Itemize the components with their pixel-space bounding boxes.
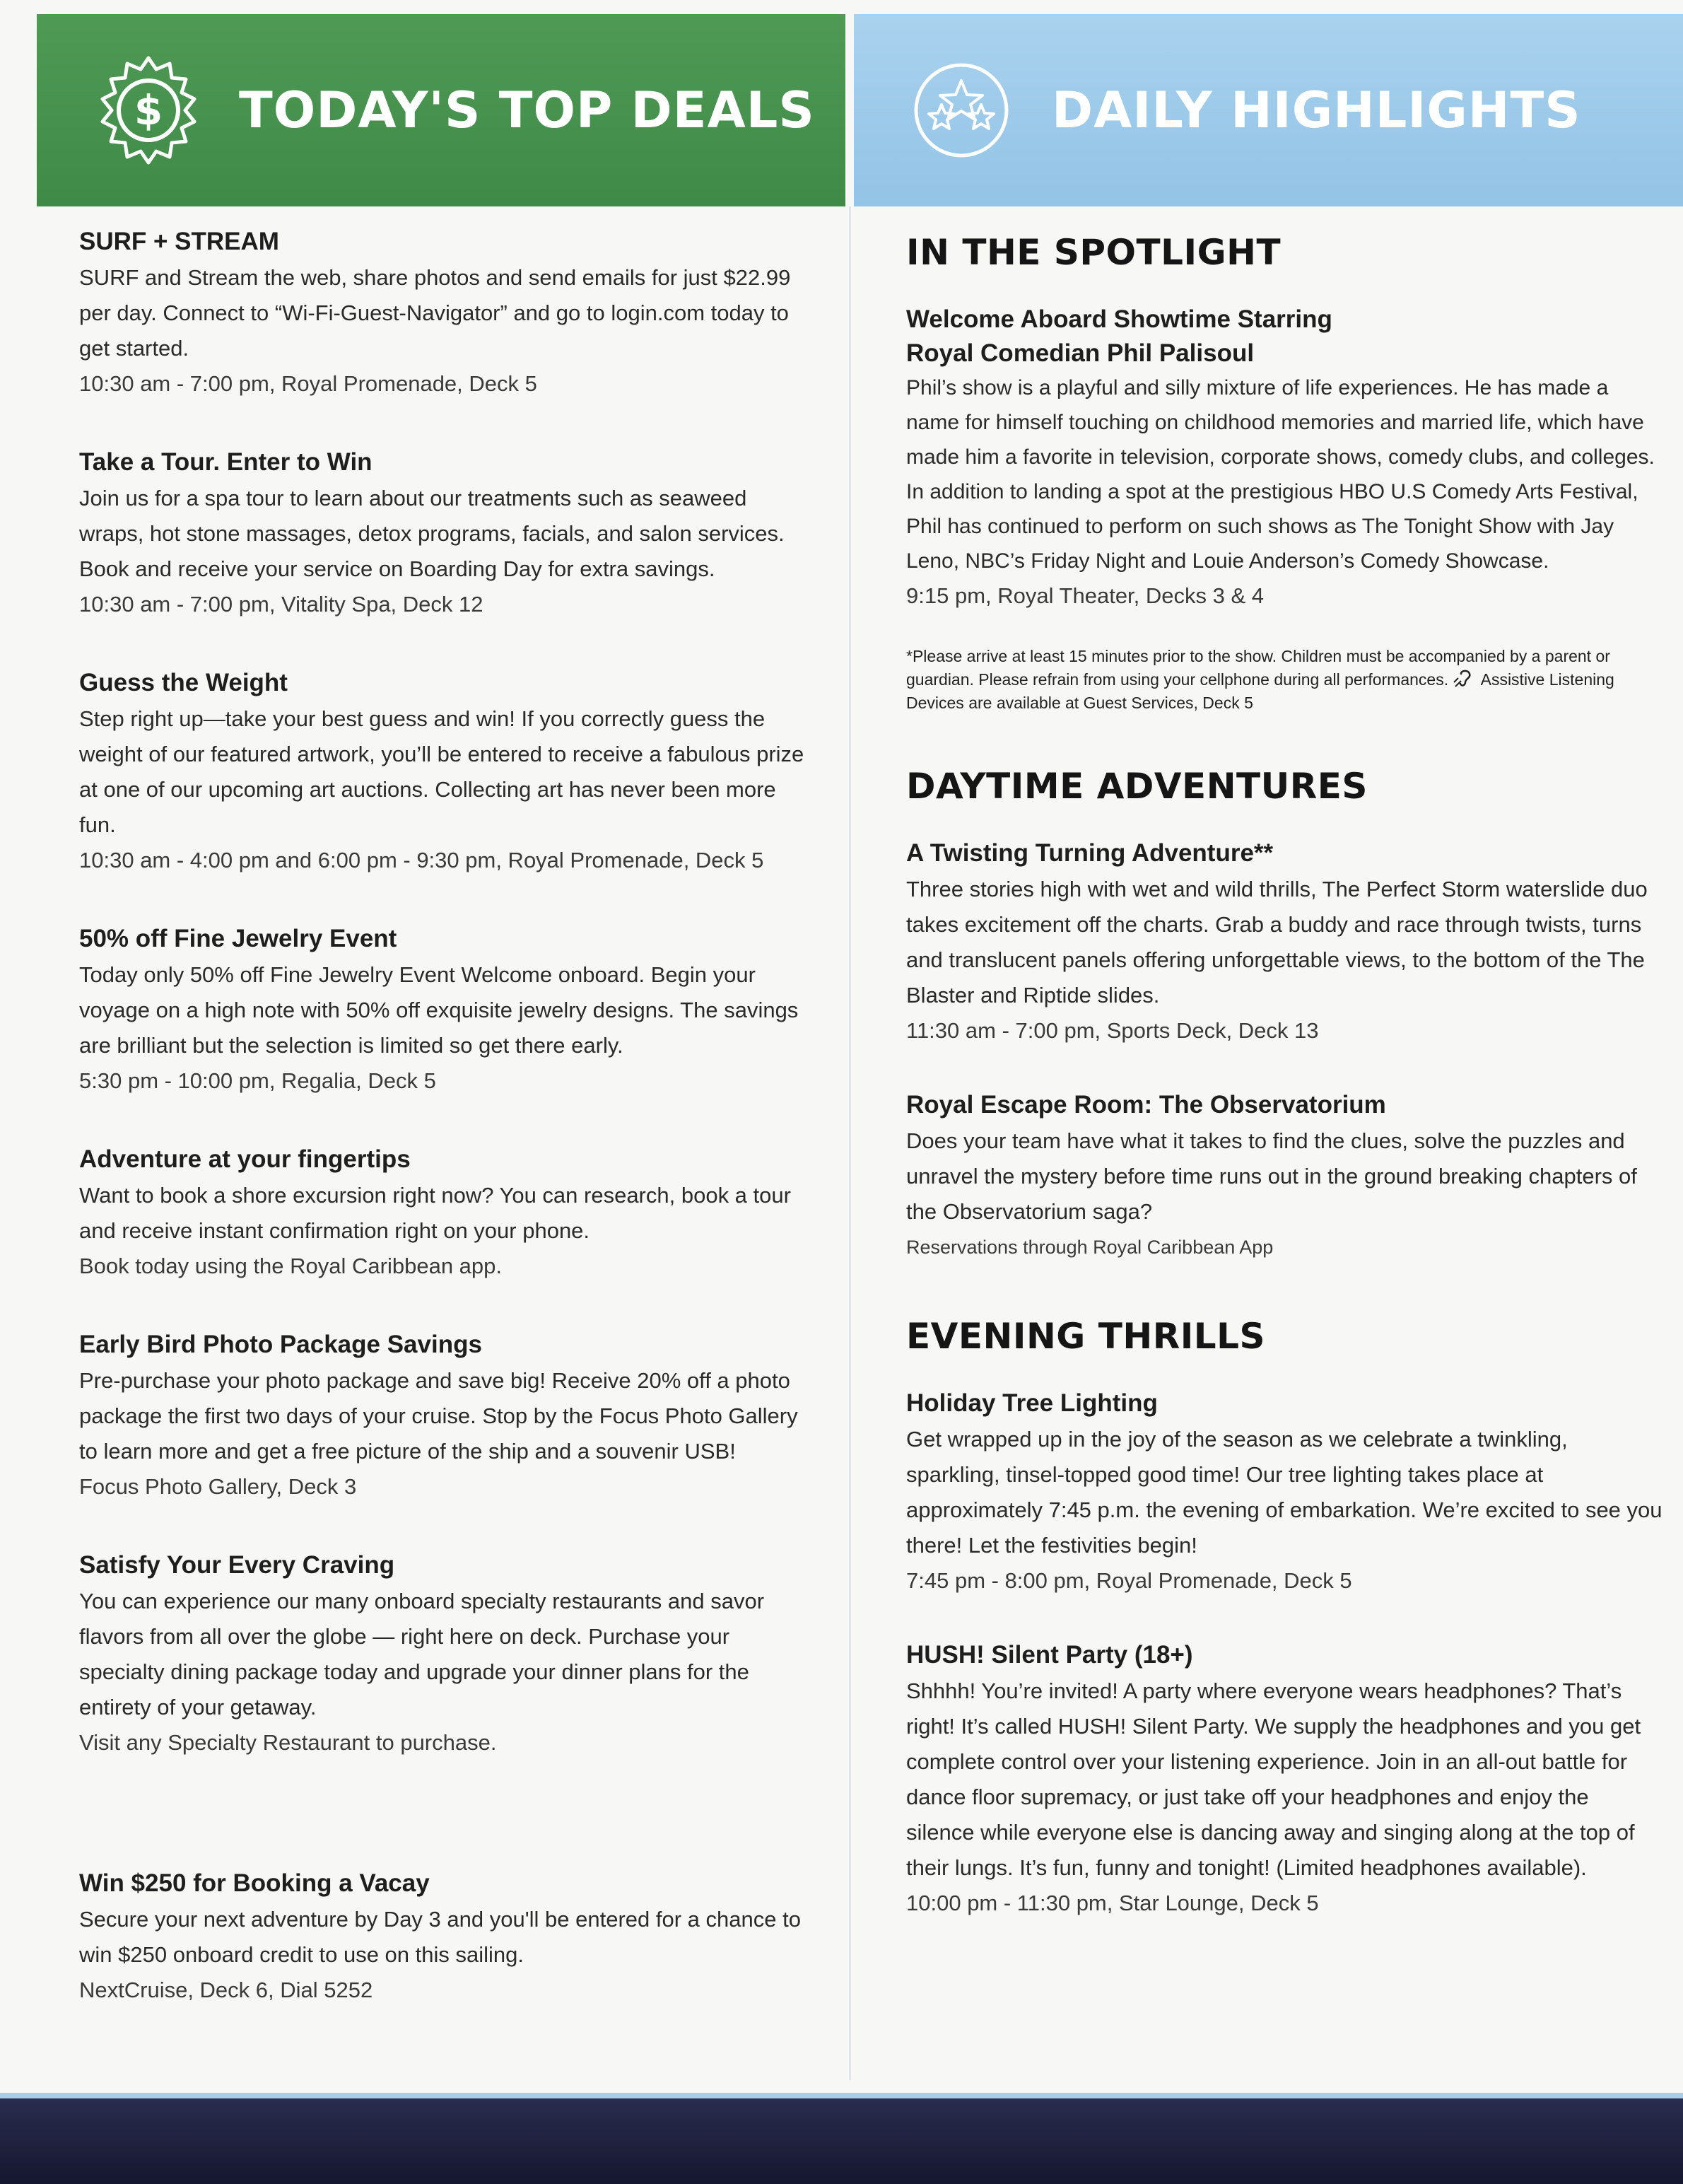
svg-text:$: $ <box>134 86 163 134</box>
evening-heading: EVENING THRILLS <box>906 1316 1266 1357</box>
deal-meta: NextCruise, Deck 6, Dial 5252 <box>79 1978 373 2002</box>
deal-meta: 10:30 am - 4:00 pm and 6:00 pm - 9:30 pm, Royal Promenade, Deck 5 <box>79 848 764 872</box>
daytime-title: A Twisting Turning Adventure** <box>906 839 1274 867</box>
deal-body: Step right up—take your best guess and win! If you correctly guess the weight of our featured artwork, you’ll be entered to receive a fabulous prize at one of our upcoming art auctions. Collecting art has never been more fun. <box>79 706 804 837</box>
daytime-body: Does your team have what it takes to find the clues, solve the puzzles and unravel the mystery before time runs out in the ground breaking chapters of the Observatorium saga? <box>906 1128 1637 1224</box>
deal-body: You can experience our many onboard specialty restaurants and savor flavors from all over the globe — right here on deck. Purchase your specialty dining package today and upgrade your dinner plans for the entirety of your getaway. <box>79 1589 765 1719</box>
deal-title: Take a Tour. Enter to Win <box>79 448 373 476</box>
spotlight-title-line2: Royal Comedian Phil Palisoul <box>906 339 1255 367</box>
dollar-badge-icon <box>92 54 205 167</box>
deal-meta: 10:30 am - 7:00 pm, Royal Promenade, Deck 5 <box>79 371 537 396</box>
deal-title: Early Bird Photo Package Savings <box>79 1331 482 1358</box>
deal-title: Adventure at your fingertips <box>79 1145 411 1173</box>
daily-highlights-title: DAILY HIGHLIGHTS <box>1052 81 1581 139</box>
ear-assistive-listening-icon <box>1453 668 1477 689</box>
daytime-title: Royal Escape Room: The Observatorium <box>906 1091 1386 1119</box>
evening-body: Shhhh! You’re invited! A party where everyone wears headphones? That’s right! It’s called HUSH! Silent Party. We supply the headphones and you get complete control over your listening experience. Join in an all-out battle for dance floor supremacy, or just take off your headphones and enjoy the silence while everyone else is dancing away and singing along at the top of their lungs. It’s fun, funny and tonight! (Limited headphones available). <box>906 1678 1641 1880</box>
daily-highlights-header <box>854 14 1683 206</box>
evening-item <box>906 1638 1663 1921</box>
evening-title: HUSH! Silent Party (18+) <box>906 1641 1193 1669</box>
evening-title: Holiday Tree Lighting <box>906 1389 1158 1417</box>
daytime-heading: DAYTIME ADVENTURES <box>906 766 1368 807</box>
deal-meta: Book today using the Royal Caribbean app. <box>79 1254 503 1278</box>
deal-body: Pre-purchase your photo package and save big! Receive 20% off a photo package the first two days of your cruise. Stop by the Focus Photo Gallery to learn more and get a free picture of the ship and a souvenir USB! <box>79 1368 798 1464</box>
daytime-body: Three stories high with wet and wild thrills, The Perfect Storm waterslide duo takes excitement off the charts. Grab a buddy and race through twists, turns and translucent panels offering unforgettable views, to the bottom of the The Blaster and Riptide slides. <box>906 877 1648 1008</box>
deal-body: SURF and Stream the web, share photos and send emails for just $22.99 per day. Connect to “Wi-Fi-Guest-Navigator” and go to login.com today to get started. <box>79 265 791 361</box>
daily-highlights-column <box>906 225 1663 1961</box>
deal-body: Secure your next adventure by Day 3 and you'll be entered for a chance to win $250 onboard credit to use on this sailing. <box>79 1907 801 1967</box>
spotlight-note-text: *Please arrive at least 15 minutes prior to the show. Children must be accompanied by a parent or guardian. Please refrain from using your cellphone during all performances. <box>906 647 1610 689</box>
deal-item <box>79 1328 811 1505</box>
column-divider <box>849 206 851 2080</box>
evening-item <box>906 1386 1663 1599</box>
spotlight-body: Phil’s show is a playful and silly mixture of life experiences. He has made a name for himself touching on childhood memories and married life, which have made him a favorite in television, corporate shows, comedy clubs, and colleges. In addition to landing a spot at the prestigious HBO U.S Comedy Arts Festival, Phil has continued to perform on such shows as The Tonight Show with Jay Leno, NBC’s Friday Night and Louie Anderson’s Comedy Showcase. <box>906 376 1655 573</box>
deal-body: Join us for a spa tour to learn about our treatments such as seaweed wraps, hot stone massages, detox programs, facials, and salon services. Book and receive your service on Boarding Day for extra savings. <box>79 486 785 581</box>
evening-meta: 7:45 pm - 8:00 pm, Royal Promenade, Deck 5 <box>906 1568 1352 1593</box>
deal-meta: Visit any Specialty Restaurant to purchase. <box>79 1730 497 1755</box>
top-deals-header <box>37 14 845 206</box>
deal-title: 50% off Fine Jewelry Event <box>79 925 397 952</box>
deal-item <box>79 1143 811 1284</box>
daytime-meta: Reservations through Royal Caribbean App <box>906 1237 1274 1258</box>
deal-title: Guess the Weight <box>79 669 288 696</box>
top-deals-title: TODAY'S TOP DEALS <box>239 81 815 139</box>
deal-body: Today only 50% off Fine Jewelry Event Welcome onboard. Begin your voyage on a high note with 50% off exquisite jewelry designs. The savings are brilliant but the selection is limited so get there early. <box>79 962 799 1058</box>
deal-title: SURF + STREAM <box>79 228 279 255</box>
daytime-item <box>906 1088 1663 1265</box>
evening-body: Get wrapped up in the joy of the season as we celebrate a twinkling, sparkling, tinsel-topped good time! Our tree lighting takes place at approximately 7:45 p.m. the evening of embarkation. We’re excited to see you there! Let the festivities begin! <box>906 1427 1663 1558</box>
spotlight-note-assist: Assistive Listening Devices are available at Guest Services, Deck 5 <box>906 670 1614 712</box>
top-deals-column <box>79 225 811 2052</box>
spotlight-title-line1: Welcome Aboard Showtime Starring <box>906 305 1332 333</box>
deal-body: Want to book a shore excursion right now? You can research, book a tour and receive instant confirmation right on your phone. <box>79 1183 791 1243</box>
deal-item <box>79 225 811 402</box>
stars-circle-icon <box>905 54 1018 167</box>
bottom-bar <box>0 2093 1683 2184</box>
deal-item <box>79 1867 811 2008</box>
spotlight-heading: IN THE SPOTLIGHT <box>906 232 1282 273</box>
deal-item <box>79 445 811 622</box>
daytime-item <box>906 836 1663 1049</box>
evening-meta: 10:00 pm - 11:30 pm, Star Lounge, Deck 5 <box>906 1891 1319 1915</box>
spotlight-meta: 9:15 pm, Royal Theater, Decks 3 & 4 <box>906 583 1265 608</box>
deal-item <box>79 1548 811 1760</box>
deal-meta: Focus Photo Gallery, Deck 3 <box>79 1474 357 1499</box>
daytime-meta: 11:30 am - 7:00 pm, Sports Deck, Deck 13 <box>906 1018 1319 1043</box>
deal-meta: 10:30 am - 7:00 pm, Vitality Spa, Deck 12 <box>79 592 483 617</box>
deal-meta: 5:30 pm - 10:00 pm, Regalia, Deck 5 <box>79 1068 436 1093</box>
deal-item <box>79 922 811 1099</box>
deal-title: Satisfy Your Every Craving <box>79 1551 395 1579</box>
deal-title: Win $250 for Booking a Vacay <box>79 1869 430 1897</box>
spotlight-note <box>906 645 1663 715</box>
deal-item <box>79 666 811 878</box>
